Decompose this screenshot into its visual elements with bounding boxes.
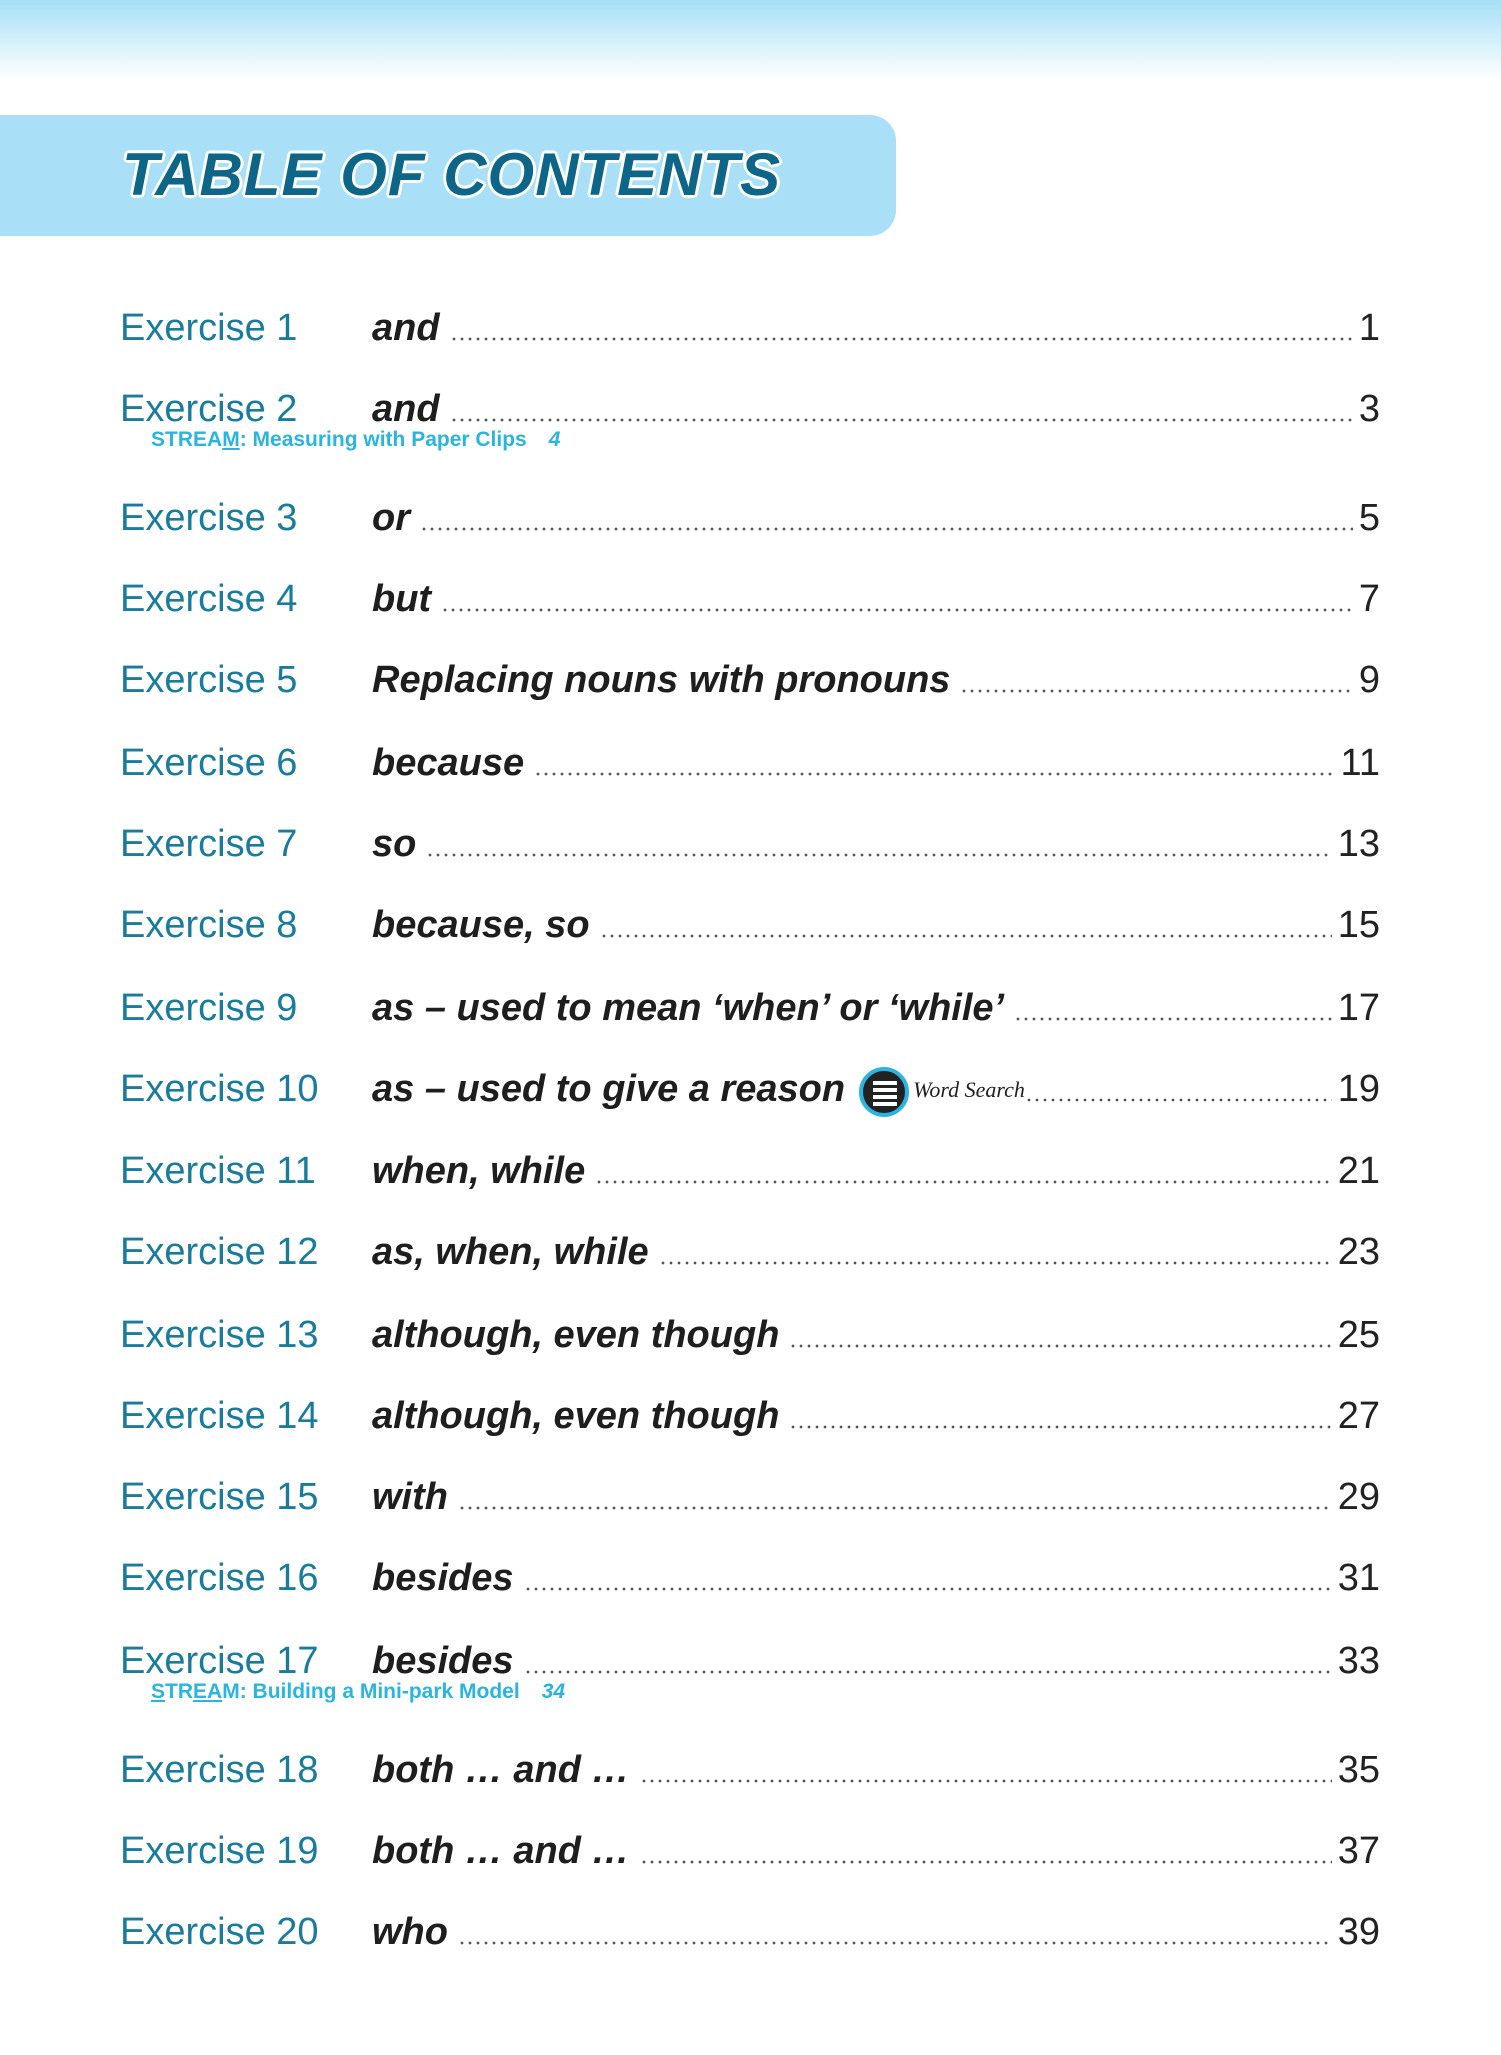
toc-entry[interactable] xyxy=(120,1908,1380,1956)
dot-leader xyxy=(640,1778,1332,1784)
page-number: 35 xyxy=(1337,1749,1380,1791)
page-number: 37 xyxy=(1337,1830,1380,1872)
stream-page: 4 xyxy=(548,428,561,451)
dot-leader xyxy=(450,417,1353,423)
exercise-topic: both … and … xyxy=(372,1830,630,1872)
page-title: TABLE OF CONTENTS xyxy=(122,141,782,208)
exercise-topic: and xyxy=(372,307,440,349)
exercise-label: Exercise 1 xyxy=(120,307,298,349)
exercise-topic: when, while xyxy=(372,1150,586,1192)
exercise-label: Exercise 7 xyxy=(120,823,298,865)
page-number: 25 xyxy=(1337,1314,1380,1356)
exercise-label: Exercise 13 xyxy=(120,1314,319,1356)
exercise-label: Exercise 18 xyxy=(120,1749,319,1791)
exercise-topic: who xyxy=(372,1911,448,1953)
exercise-topic: so xyxy=(372,823,417,865)
dot-leader xyxy=(1025,1097,1332,1103)
dot-leader xyxy=(1014,1016,1332,1022)
page-number: 3 xyxy=(1358,388,1380,430)
toc-entry[interactable] xyxy=(120,1147,1380,1195)
stream-subentry-2[interactable] xyxy=(151,1680,565,1704)
dot-leader xyxy=(420,526,1353,532)
toc-entry[interactable] xyxy=(120,304,1380,352)
exercise-label: Exercise 6 xyxy=(120,742,298,784)
exercise-topic: besides xyxy=(372,1557,514,1599)
page-number: 21 xyxy=(1337,1150,1380,1192)
stream-underlined-letter: M xyxy=(222,428,240,451)
toc-entry[interactable] xyxy=(120,575,1380,623)
exercise-label: Exercise 8 xyxy=(120,904,298,946)
exercise-topic: as – used to give a reason xyxy=(372,1068,846,1110)
dot-leader xyxy=(640,1859,1332,1865)
exercise-label: Exercise 12 xyxy=(120,1231,319,1273)
exercise-topic: but xyxy=(372,578,432,620)
toc-entry[interactable] xyxy=(120,1228,1380,1276)
page-number: 15 xyxy=(1337,904,1380,946)
page-number: 7 xyxy=(1358,578,1380,620)
exercise-topic: besides xyxy=(372,1640,514,1682)
toc-entry[interactable] xyxy=(120,494,1380,542)
dot-leader xyxy=(426,852,1331,858)
toc-entry[interactable] xyxy=(120,739,1380,787)
stream-subentry-1[interactable] xyxy=(151,428,560,452)
exercise-label: Exercise 9 xyxy=(120,987,298,1029)
stream-title: : Building a Mini-park Model xyxy=(239,1680,520,1703)
page-number: 5 xyxy=(1358,497,1380,539)
toc-entry[interactable] xyxy=(120,1473,1380,1521)
page-number: 13 xyxy=(1337,823,1380,865)
exercise-topic: as – used to mean ‘when’ or ‘while’ xyxy=(372,987,1005,1029)
dot-leader xyxy=(524,1586,1332,1592)
stream-label: STREA xyxy=(151,428,223,451)
toc-entry[interactable] xyxy=(120,656,1380,704)
exercise-topic: although, even though xyxy=(372,1314,780,1356)
toc-entry[interactable] xyxy=(120,1637,1380,1685)
dot-leader xyxy=(524,1669,1332,1675)
word-search-badge xyxy=(859,1067,1025,1113)
page-number: 39 xyxy=(1337,1911,1380,1953)
page-number: 19 xyxy=(1337,1068,1380,1110)
dot-leader xyxy=(789,1343,1331,1349)
dot-leader xyxy=(659,1260,1332,1266)
dot-leader xyxy=(789,1424,1331,1430)
toc-entry[interactable] xyxy=(120,1311,1380,1359)
toc-entry[interactable] xyxy=(120,1065,1380,1113)
exercise-label: Exercise 5 xyxy=(120,659,298,701)
exercise-topic: although, even though xyxy=(372,1395,780,1437)
dot-leader xyxy=(595,1179,1331,1185)
dot-leader xyxy=(534,771,1334,777)
toc-entry[interactable] xyxy=(120,984,1380,1032)
exercise-topic: because, so xyxy=(372,904,590,946)
page-number: 23 xyxy=(1337,1231,1380,1273)
stream-label: TR xyxy=(165,1680,194,1703)
page-number: 11 xyxy=(1340,742,1380,784)
exercise-label: Exercise 14 xyxy=(120,1395,319,1437)
page-number: 9 xyxy=(1358,659,1380,701)
dot-leader xyxy=(450,336,1353,342)
exercise-topic: both … and … xyxy=(372,1749,630,1791)
exercise-label: Exercise 16 xyxy=(120,1557,319,1599)
dot-leader xyxy=(960,688,1352,694)
toc-entry[interactable] xyxy=(120,385,1380,433)
exercise-topic: or xyxy=(372,497,410,539)
stream-title: : Measuring with Paper Clips xyxy=(239,428,527,451)
toc-entry[interactable] xyxy=(120,901,1380,949)
word-search-label: Word Search xyxy=(913,1077,1025,1102)
exercise-label: Exercise 20 xyxy=(120,1911,319,1953)
toc-entry[interactable] xyxy=(120,820,1380,868)
page-number: 31 xyxy=(1337,1557,1380,1599)
exercise-label: Exercise 2 xyxy=(120,388,298,430)
stream-underlined-letter: S xyxy=(151,1680,166,1703)
exercise-label: Exercise 10 xyxy=(120,1068,319,1110)
page-number: 1 xyxy=(1358,307,1380,349)
toc-entry[interactable] xyxy=(120,1554,1380,1602)
exercise-label: Exercise 4 xyxy=(120,578,298,620)
toc-entry[interactable] xyxy=(120,1392,1380,1440)
dot-leader xyxy=(458,1940,1332,1946)
word-search-icon xyxy=(859,1067,909,1117)
toc-entry[interactable] xyxy=(120,1746,1380,1794)
exercise-topic: Replacing nouns with pronouns xyxy=(372,659,951,701)
exercise-label: Exercise 15 xyxy=(120,1476,319,1518)
page-number: 27 xyxy=(1337,1395,1380,1437)
page-number: 33 xyxy=(1337,1640,1380,1682)
exercise-label: Exercise 11 xyxy=(120,1150,316,1192)
dot-leader xyxy=(441,607,1353,613)
page-number: 17 xyxy=(1337,987,1380,1029)
toc-entry[interactable] xyxy=(120,1827,1380,1875)
exercise-topic: because xyxy=(372,742,525,784)
exercise-topic: as, when, while xyxy=(372,1231,649,1273)
dot-leader xyxy=(458,1505,1332,1511)
stream-page: 34 xyxy=(541,1680,566,1703)
exercise-label: Exercise 17 xyxy=(120,1640,319,1682)
exercise-topic: with xyxy=(372,1476,448,1518)
exercise-topic: and xyxy=(372,388,440,430)
dot-leader xyxy=(600,933,1332,939)
stream-underlined-letter: EA xyxy=(193,1680,223,1703)
top-gradient-band xyxy=(0,0,1501,80)
exercise-label: Exercise 19 xyxy=(120,1830,319,1872)
stream-label: M xyxy=(222,1680,240,1703)
exercise-label: Exercise 3 xyxy=(120,497,298,539)
page-number: 29 xyxy=(1337,1476,1380,1518)
